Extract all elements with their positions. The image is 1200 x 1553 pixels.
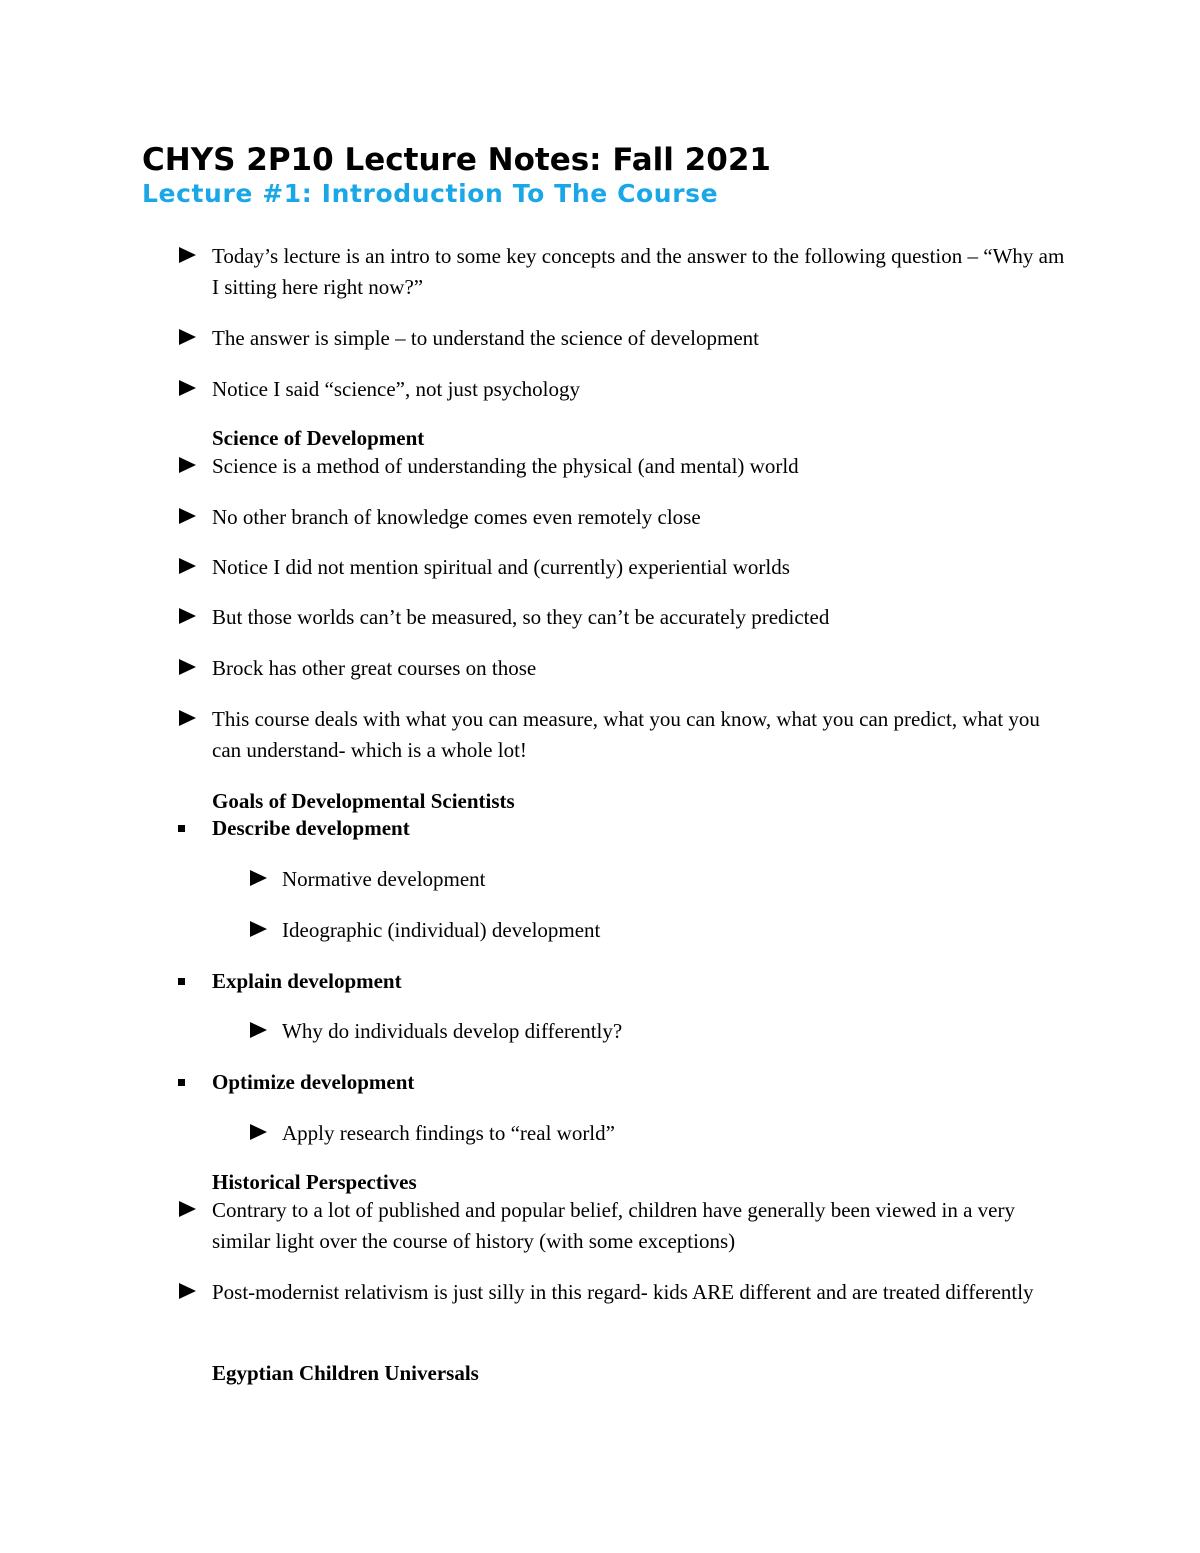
arrow-bullet-icon: [250, 1022, 267, 1038]
arrow-bullet-icon: [179, 608, 196, 624]
bullet-text: Ideographic (individual) development: [282, 918, 601, 942]
arrow-bullet-icon: [179, 659, 196, 675]
bullet-text: Notice I did not mention spiritual and (currently) experiential worlds: [212, 555, 790, 579]
arrow-bullet-icon: [250, 870, 267, 886]
bullet-text: But those worlds can’t be measured, so they can’t be accurately predicted: [212, 605, 830, 629]
arrow-bullet-icon: [179, 329, 196, 345]
goal-label: Explain development: [212, 969, 402, 993]
arrow-bullet-icon: [179, 710, 196, 726]
bullet-text: Brock has other great courses on those: [212, 656, 537, 680]
bullet-text: No other branch of knowledge comes even remotely close: [212, 505, 701, 529]
arrow-bullet-icon: [250, 1124, 267, 1140]
square-bullet-icon: [178, 978, 185, 985]
bullet-text: Notice I said “science”, not just psychology: [212, 377, 580, 401]
arrow-bullet-icon: [179, 1201, 196, 1217]
square-bullet-icon: [178, 825, 185, 832]
section-heading-science: Science of Development: [212, 426, 425, 450]
arrow-bullet-icon: [179, 380, 196, 396]
section-heading-egypt: Egyptian Children Universals: [212, 1361, 479, 1385]
bullet-text: Why do individuals develop differently?: [282, 1019, 623, 1043]
bullet-text: Normative development: [282, 867, 486, 891]
document-title: CHYS 2P10 Lecture Notes: Fall 2021: [142, 142, 771, 178]
goal-label: Describe development: [212, 816, 410, 840]
arrow-bullet-icon: [179, 457, 196, 473]
bullet-text: Post-modernist relativism is just silly in this regard- kids ARE different and are treated differently: [212, 1280, 1034, 1304]
goal-label: Optimize development: [212, 1070, 415, 1094]
arrow-bullet-icon: [179, 1283, 196, 1299]
arrow-bullet-icon: [179, 558, 196, 574]
bullet-text: The answer is simple – to understand the science of development: [212, 326, 760, 350]
section-heading-history: Historical Perspectives: [212, 1170, 417, 1194]
bullet-text: This course deals with what you can measure, what you can know, what you can predict, what you can understand- which is a whole lot!: [212, 707, 1040, 762]
bullet-text: Science is a method of understanding the physical (and mental) world: [212, 454, 799, 478]
arrow-bullet-icon: [250, 921, 267, 937]
square-bullet-icon: [178, 1079, 185, 1086]
arrow-bullet-icon: [179, 247, 196, 263]
lecture-subtitle: Lecture #1: Introduction To The Course: [142, 179, 719, 208]
section-heading-goals: Goals of Developmental Scientists: [212, 789, 515, 813]
bullet-text: Contrary to a lot of published and popular belief, children have generally been viewed in a very similar light over the course of history (with some exceptions): [212, 1198, 1015, 1253]
arrow-bullet-icon: [179, 508, 196, 524]
bullet-text: Apply research findings to “real world”: [282, 1121, 615, 1145]
bullet-text: Today’s lecture is an intro to some key concepts and the answer to the following question – “Why am I sitting here right now?”: [212, 244, 1065, 299]
